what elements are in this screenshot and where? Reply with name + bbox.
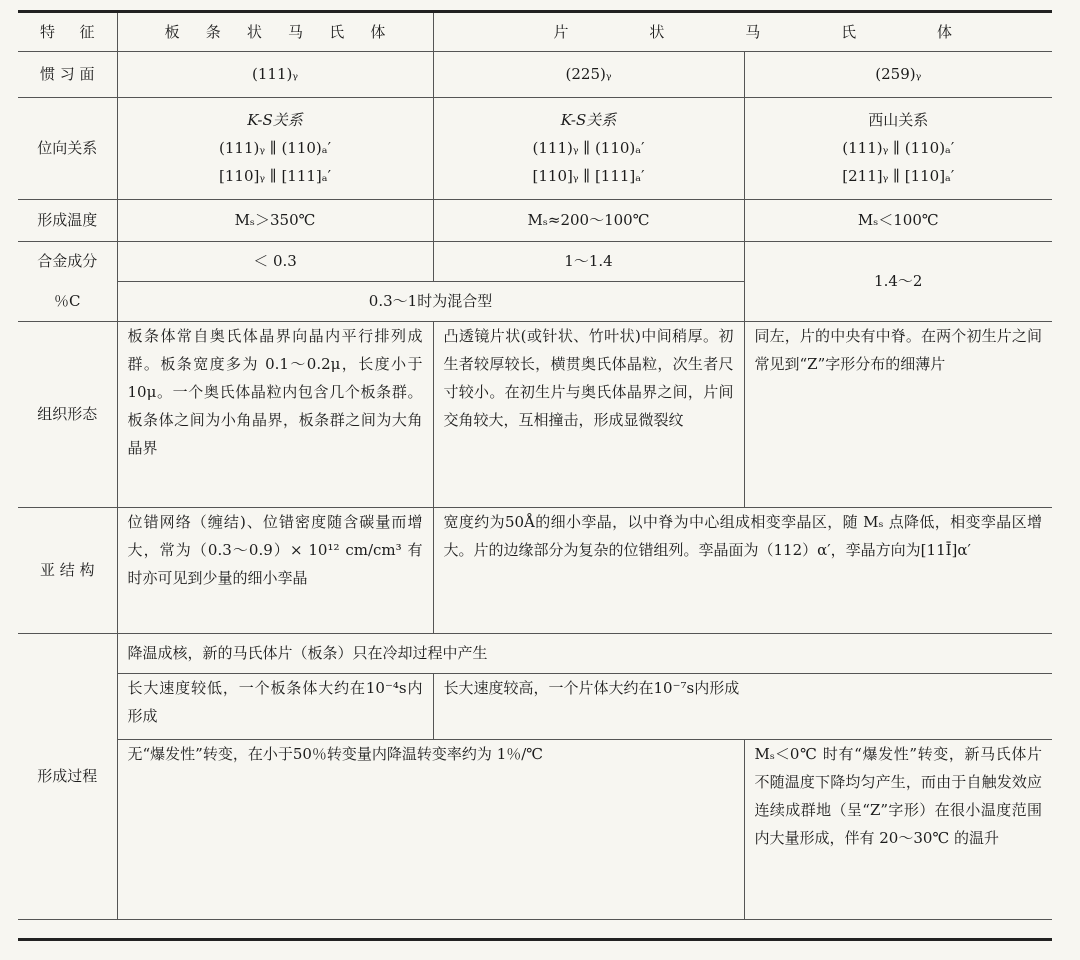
substructure-plate: 宽度约为50Å的细小孪晶，以中脊为中心组成相变孪晶区，随 Mₛ 点降低，相变孪晶区增大。片的边缘部分为复杂的位错组列。孪晶面为（112）α′，孪晶方向为[11Ī]α′: [433, 507, 1052, 633]
morphology-lath: 板条体常自奥氏体晶界向晶内平行排列成群。板条宽度多为 0.1～0.2μ，长度小于10μ。一个奥氏体晶粒内包含几个板条群。板条体之间为小角晶界，板条群之间为大角晶界: [117, 321, 433, 507]
formation-temp-plate-low: Mₛ＜100℃: [744, 199, 1052, 241]
alloy-plate-mid: 1～1.4: [433, 241, 744, 281]
orientation-plate-ks: K-S关系 (111)ᵧ ∥ (110)ₐ′ [110]ᵧ ∥ [111]ₐ′: [433, 97, 744, 199]
process-common: 降温成核，新的马氏体片（板条）只在冷却过程中产生: [117, 633, 1052, 673]
bottom-rule: [18, 938, 1052, 941]
alloy-lath: ＜ 0.3: [117, 241, 433, 281]
process-lath-growth: 长大速度较低，一个板条体大约在10⁻⁴s内形成: [117, 673, 433, 739]
alloy-mixed: 0.3～1时为混合型: [117, 281, 744, 321]
process-row-growth: [18, 673, 1052, 739]
label-orientation: 位向关系: [18, 97, 117, 199]
formation-temp-plate-mid: Mₛ≈200～100℃: [433, 199, 744, 241]
header-row: [18, 13, 1052, 51]
alloy-plate-high: 1.4～2: [744, 241, 1052, 321]
substructure-row: [18, 507, 1052, 633]
morphology-plate-mid: 凸透镜片状(或针状、竹叶状)中间稍厚。初生者较厚较长，横贯奥氏体晶粒，次生者尺寸较小。在初生片与奥氏体晶界之间，片间交角较大，互相撞击，形成显微裂纹: [433, 321, 744, 507]
formation-temp-row: [18, 199, 1052, 241]
morphology-plate-right: 同左，片的中央有中脊。在两个初生片之间常见到“Z”字形分布的细薄片: [744, 321, 1052, 507]
process-burst: Mₛ＜0℃ 时有“爆发性”转变，新马氏体片不随温度下降均匀产生，而由于自触发效应连续成群地（呈“Z”字形）在很小温度范围内大量形成，伴有 20～30℃ 的温升: [744, 739, 1052, 919]
label-habit-plane: 惯 习 面: [18, 51, 117, 97]
orientation-plate-nishiyama: 西山关系 (111)ᵧ ∥ (110)ₐ′ [211]ᵧ ∥ [110]ₐ′: [744, 97, 1052, 199]
label-formation-process: 形成过程: [18, 633, 117, 919]
header-lath-martensite: 板 条 状 马 氏 体: [117, 13, 433, 51]
label-morphology: 组织形态: [18, 321, 117, 507]
header-feature: 特 征: [18, 13, 117, 51]
label-alloy: 合金成分 ％C: [18, 241, 117, 321]
label-substructure: 亚 结 构: [18, 507, 117, 633]
comparison-table: [18, 13, 1052, 920]
orientation-row: [18, 97, 1052, 199]
process-row-common: [18, 633, 1052, 673]
process-plate-growth: 长大速度较高，一个片体大约在10⁻⁷s内形成: [433, 673, 1052, 739]
process-row-burst: [18, 739, 1052, 779]
habit-plane-row: [18, 51, 1052, 97]
habit-plane-225: (225)ᵧ: [433, 51, 744, 97]
formation-temp-lath: Mₛ＞350℃: [117, 199, 433, 241]
habit-plane-259: (259)ᵧ: [744, 51, 1052, 97]
header-plate-martensite: 片 状 马 氏 体: [433, 13, 1052, 51]
alloy-row-1: [18, 241, 1052, 281]
label-formation-temp: 形成温度: [18, 199, 117, 241]
substructure-lath: 位错网络（缠结)、位错密度随含碳量而增大，常为（0.3～0.9）× 10¹² cm/cm³ 有时亦可见到少量的细小孪晶: [117, 507, 433, 633]
habit-plane-lath: (111)ᵧ: [117, 51, 433, 97]
orientation-lath: K-S关系 (111)ᵧ ∥ (110)ₐ′ [110]ᵧ ∥ [111]ₐ′: [117, 97, 433, 199]
morphology-row: [18, 321, 1052, 507]
process-non-burst: 无“爆发性”转变，在小于50％转变量内降温转变率约为 1％/℃: [117, 739, 744, 919]
